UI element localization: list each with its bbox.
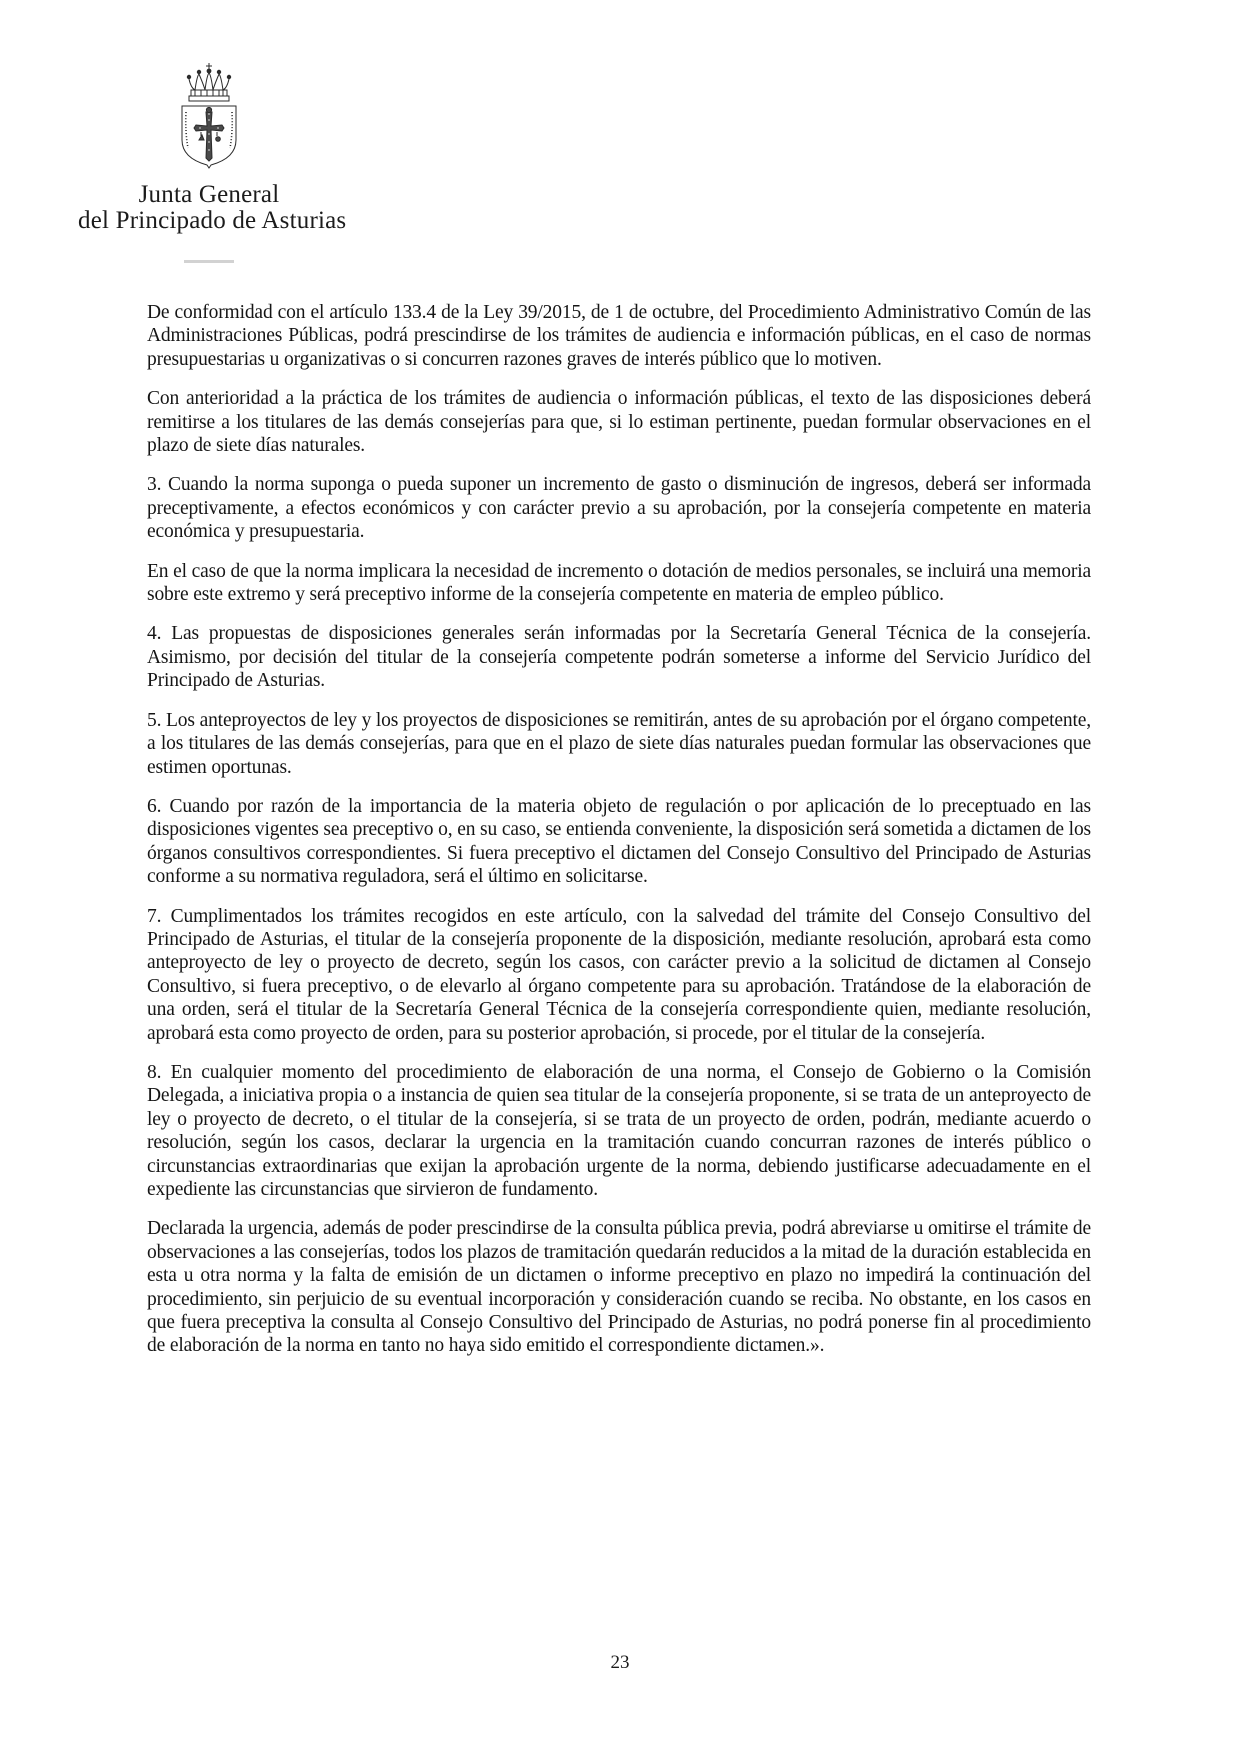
- paragraph: 5. Los anteproyectos de ley y los proyectos de disposiciones se remitirán, antes de su aprobación por el órgano competente, a los titulares de las demás consejerías, para que en el plazo de siete días naturales puedan formular las observaciones que estimen oportunas.: [147, 709, 1092, 778]
- paragraph: En el caso de que la norma implicara la necesidad de incremento o dotación de medios personales, se incluirá una memoria sobre este extremo y será preceptivo informe de la consejería competente en materia de empleo público.: [147, 560, 1091, 606]
- asturias-crest-icon: [177, 62, 241, 172]
- header-divider: [184, 260, 234, 263]
- document-body: [147, 301, 1091, 1374]
- paragraph: 8. En cualquier momento del procedimiento de elaboración de una norma, el Consejo de Gobierno o la Comisión Delegada, a iniciativa propia o a instancia de quien sea titular de la consejería proponente, si se trata de un anteproyecto de ley o proyecto de decreto, o el titular de la consejería, si se trata de un proyecto de orden, podrán, mediante acuerdo o resolución, según los casos, declarar la urgencia en la tramitación cuando concurran razones de interés público o circunstancias extraordinarias que exijan la aprobación urgente de la norma, debiendo justificarse adecuadamente en el expediente las circunstancias que sirvieron de fundamento.: [147, 1061, 1091, 1200]
- paragraph: 6. Cuando por razón de la importancia de la materia objeto de regulación o por aplicación de lo preceptuado en las disposiciones vigentes sea preceptivo o, en su caso, se entienda conveniente, la disposición será sometida a dictamen de los órganos consultivos correspondientes. Si fuera preceptivo el dictamen del Consejo Consultivo del Principado de Asturias conforme a su normativa reguladora, será el último en solicitarse.: [147, 795, 1091, 888]
- paragraph: De conformidad con el artículo 133.4 de la Ley 39/2015, de 1 de octubre, del Procedimiento Administrativo Común de las Administraciones Públicas, podrá prescindirse de los trámites de audiencia e información públicas, en el caso de normas presupuestarias u organizativas o si concurren razones graves de interés público que lo motiven.: [147, 302, 1091, 370]
- paragraph: 7. Cumplimentados los trámites recogidos en este artículo, con la salvedad del trámite del Consejo Consultivo del Principado de Asturias, el titular de la consejería proponente de la disposición, mediante resolución, aprobará esta como anteproyecto de ley o proyecto de decreto, según los casos, con carácter previo a la solicitud de dictamen al Consejo Consultivo, si fuera preceptivo, o de elevarlo al órgano competente para su aprobación. Tratándose de la elaboración de una orden, será el titular de la Secretaría General Técnica de la consejería correspondiente quien, mediante resolución, aprobará esta como proyecto de orden, para su posterior aprobación, si procede, por el titular de la consejería.: [147, 905, 1091, 1044]
- org-logo: [78, 62, 347, 263]
- org-name-line1: Junta General: [138, 181, 280, 208]
- org-name-line2: del Principado de Asturias: [78, 207, 347, 234]
- paragraph: 3. Cuando la norma suponga o pueda suponer un incremento de gasto o disminución de ingresos, deberá ser informada preceptivamente, a efectos económicos y con carácter previo a su aprobación, por la consejería competente en materia económica y presupuestaria.: [147, 474, 1091, 543]
- page-number: 23: [610, 1652, 630, 1673]
- paragraph: 4. Las propuestas de disposiciones generales serán informadas por la Secretaría General Técnica de la consejería. Asimismo, por decisión del titular de la consejería competente podrán someterse a informe del Servicio Jurídico del Principado de Asturias.: [147, 623, 1091, 692]
- paragraph: Con anterioridad a la práctica de los trámites de audiencia o información públicas, el texto de las disposiciones deberá remitirse a los titulares de las demás consejerías para que, si lo estiman pertinente, puedan formular observaciones en el plazo de siete días naturales.: [147, 388, 1091, 457]
- paragraph: Declarada la urgencia, además de poder prescindirse de la consulta pública previa, podrá abreviarse u omitirse el trámite de observaciones a las consejerías, todos los plazos de tramitación quedarán reducidos a la mitad de la duración establecida en esta u otra norma y la falta de emisión de un dictamen o informe preceptivo en plazo no impedirá la continuación del procedimiento, sin perjuicio de su eventual incorporación y consideración cuando se reciba. No obstante, en los casos en que fuera preceptiva la consulta al Consejo Consultivo del Principado de Asturias, no podrá ponerse fin al procedimiento de elaboración de la norma en tanto no haya sido emitido el correspondiente dictamen.».: [147, 1218, 1091, 1357]
